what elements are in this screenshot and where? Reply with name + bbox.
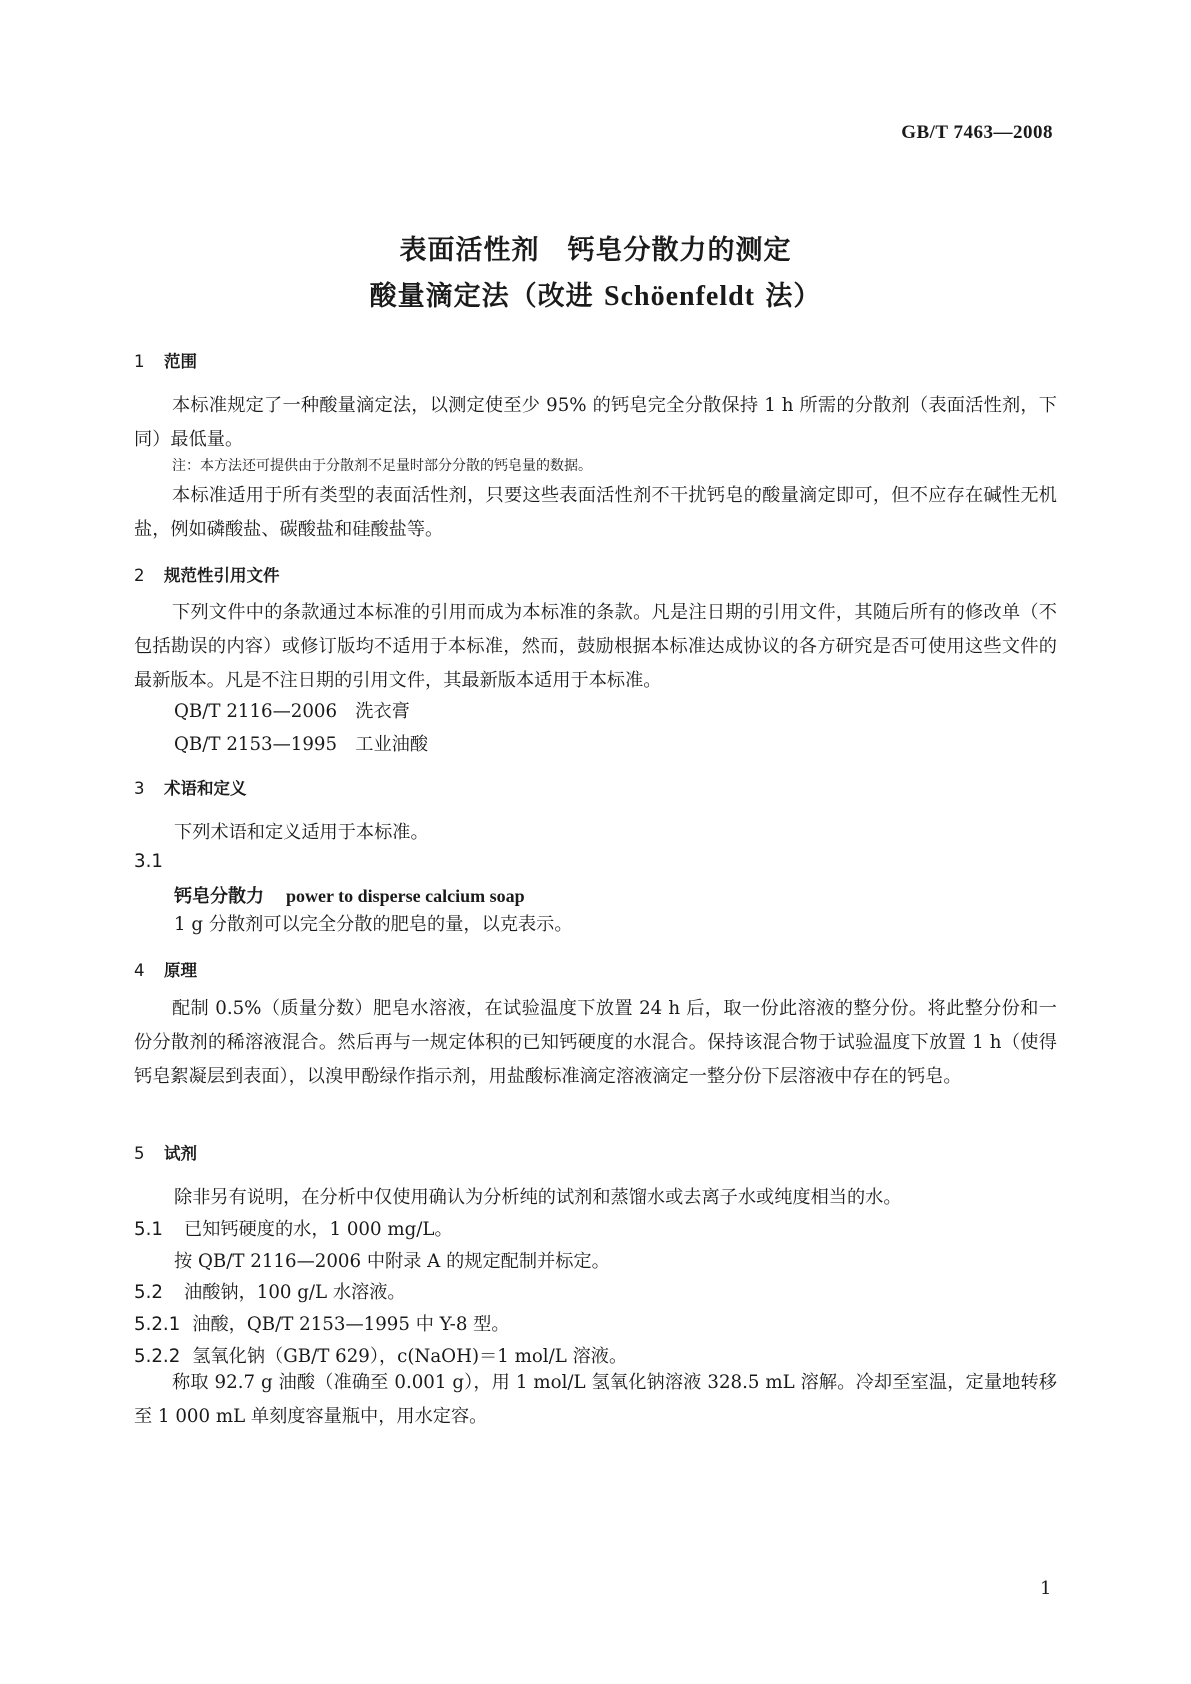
- section-title: 规范性引用文件: [164, 566, 280, 585]
- standard-code: GB/T 7463—2008: [901, 122, 1053, 143]
- item-number: 5.2.2: [134, 1346, 181, 1367]
- section-title: 范围: [164, 352, 197, 371]
- term-cn: 钙皂分散力: [174, 886, 264, 907]
- title-line2-cn: 酸量滴定法（改进: [369, 281, 604, 312]
- item-number: 5.2: [134, 1282, 163, 1303]
- section-2-paragraph: 下列文件中的条款通过本标准的引用而成为本标准的条款。凡是注日期的引用文件，其随后所有的修改单（不包括勘误的内容）或修订版均不适用于本标准，然而，鼓励根据本标准达成协议的各方研究是否可使用这些文件的最新版本。凡是不注日期的引用文件，其最新版本适用于本标准。: [134, 602, 1057, 691]
- section-title: 术语和定义: [164, 779, 247, 798]
- item-5-2-1: [134, 1310, 510, 1336]
- section-number: 3: [134, 779, 145, 798]
- section-2-heading: [134, 562, 280, 586]
- item-5-2-2-paragraph: 称取 92.7 g 油酸（准确至 0.001 g），用 1 mol/L 氢氧化钠溶液 328.5 mL 溶解。冷却至室温，定量地转移至 1 000 mL 单刻度容量瓶中，用水定容。: [134, 1372, 1057, 1427]
- item-5-2: [134, 1278, 406, 1304]
- title-line2-end: 法）: [755, 281, 822, 312]
- page-number: 1: [1040, 1578, 1052, 1599]
- section-title: 试剂: [164, 1144, 197, 1163]
- term-en: power to disperse calcium soap: [286, 886, 525, 906]
- document-title-line1: 表面活性剂 钙皂分散力的测定: [399, 235, 792, 266]
- item-number: 5.1: [134, 1219, 163, 1240]
- term-calcium-soap-dispersing-power: [174, 882, 525, 908]
- title-line2-latin: Schöenfeldt: [604, 281, 755, 312]
- section-1-paragraph-2: 本标准适用于所有类型的表面活性剂，只要这些表面活性剂不干扰钙皂的酸量滴定即可，但不应存在碱性无机盐，例如磷酸盐、碳酸盐和硅酸盐等。: [134, 485, 1057, 540]
- section-number: 2: [134, 566, 145, 585]
- item-5-1: [134, 1215, 453, 1241]
- section-title: 原理: [164, 961, 197, 980]
- item-text: 油酸钠，100 g/L 水溶液。: [184, 1282, 406, 1303]
- section-4-paragraph: 配制 0.5%（质量分数）肥皂水溶液，在试验温度下放置 24 h 后，取一份此溶液的整分份。将此整分份和一份分散剂的稀溶液混合。然后再与一规定体积的已知钙硬度的水混合。保持该混合物于试验温度下放置 1 h（使得钙皂絮凝层到表面），以溴甲酚绿作指示剂，用盐酸标准滴定溶液滴定一整分份下层溶液中存在的钙皂。: [134, 998, 1057, 1087]
- item-text: 氢氧化钠（GB/T 629），c(NaOH)＝1 mol/L 溶液。: [192, 1346, 628, 1367]
- reference-qb2153: QB/T 2153—1995 工业油酸: [174, 734, 429, 755]
- section-number: 4: [134, 961, 145, 980]
- section-number: 1: [134, 352, 145, 371]
- section-1-note: 注：本方法还可提供由于分散剂不足量时部分分散的钙皂量的数据。: [172, 458, 592, 474]
- section-3-heading: [134, 775, 247, 799]
- section-5-paragraph: 除非另有说明，在分析中仅使用确认为分析纯的试剂和蒸馏水或去离子水或纯度相当的水。: [174, 1187, 902, 1208]
- item-5-1-paragraph: 按 QB/T 2116—2006 中附录 A 的规定配制并标定。: [174, 1251, 610, 1272]
- item-text: 已知钙硬度的水，1 000 mg/L。: [184, 1219, 453, 1240]
- subsection-3-1-number: 3.1: [134, 851, 163, 872]
- item-5-2-2: [134, 1342, 627, 1368]
- item-text: 油酸，QB/T 2153—1995 中 Y-8 型。: [192, 1314, 510, 1335]
- document-title-line2: [0, 274, 1191, 313]
- section-number: 5: [134, 1144, 145, 1163]
- section-1-paragraph-1: 本标准规定了一种酸量滴定法，以测定使至少 95% 的钙皂完全分散保持 1 h 所需的分散剂（表面活性剂，下同）最低量。: [134, 395, 1057, 450]
- section-1-heading: [134, 348, 197, 372]
- term-definition: 1 g 分散剂可以完全分散的肥皂的量，以克表示。: [174, 914, 573, 935]
- item-number: 5.2.1: [134, 1314, 181, 1335]
- reference-qb2116: QB/T 2116—2006 洗衣膏: [174, 701, 410, 722]
- section-4-heading: [134, 957, 197, 981]
- section-3-paragraph: 下列术语和定义适用于本标准。: [174, 822, 429, 843]
- section-5-heading: [134, 1140, 197, 1164]
